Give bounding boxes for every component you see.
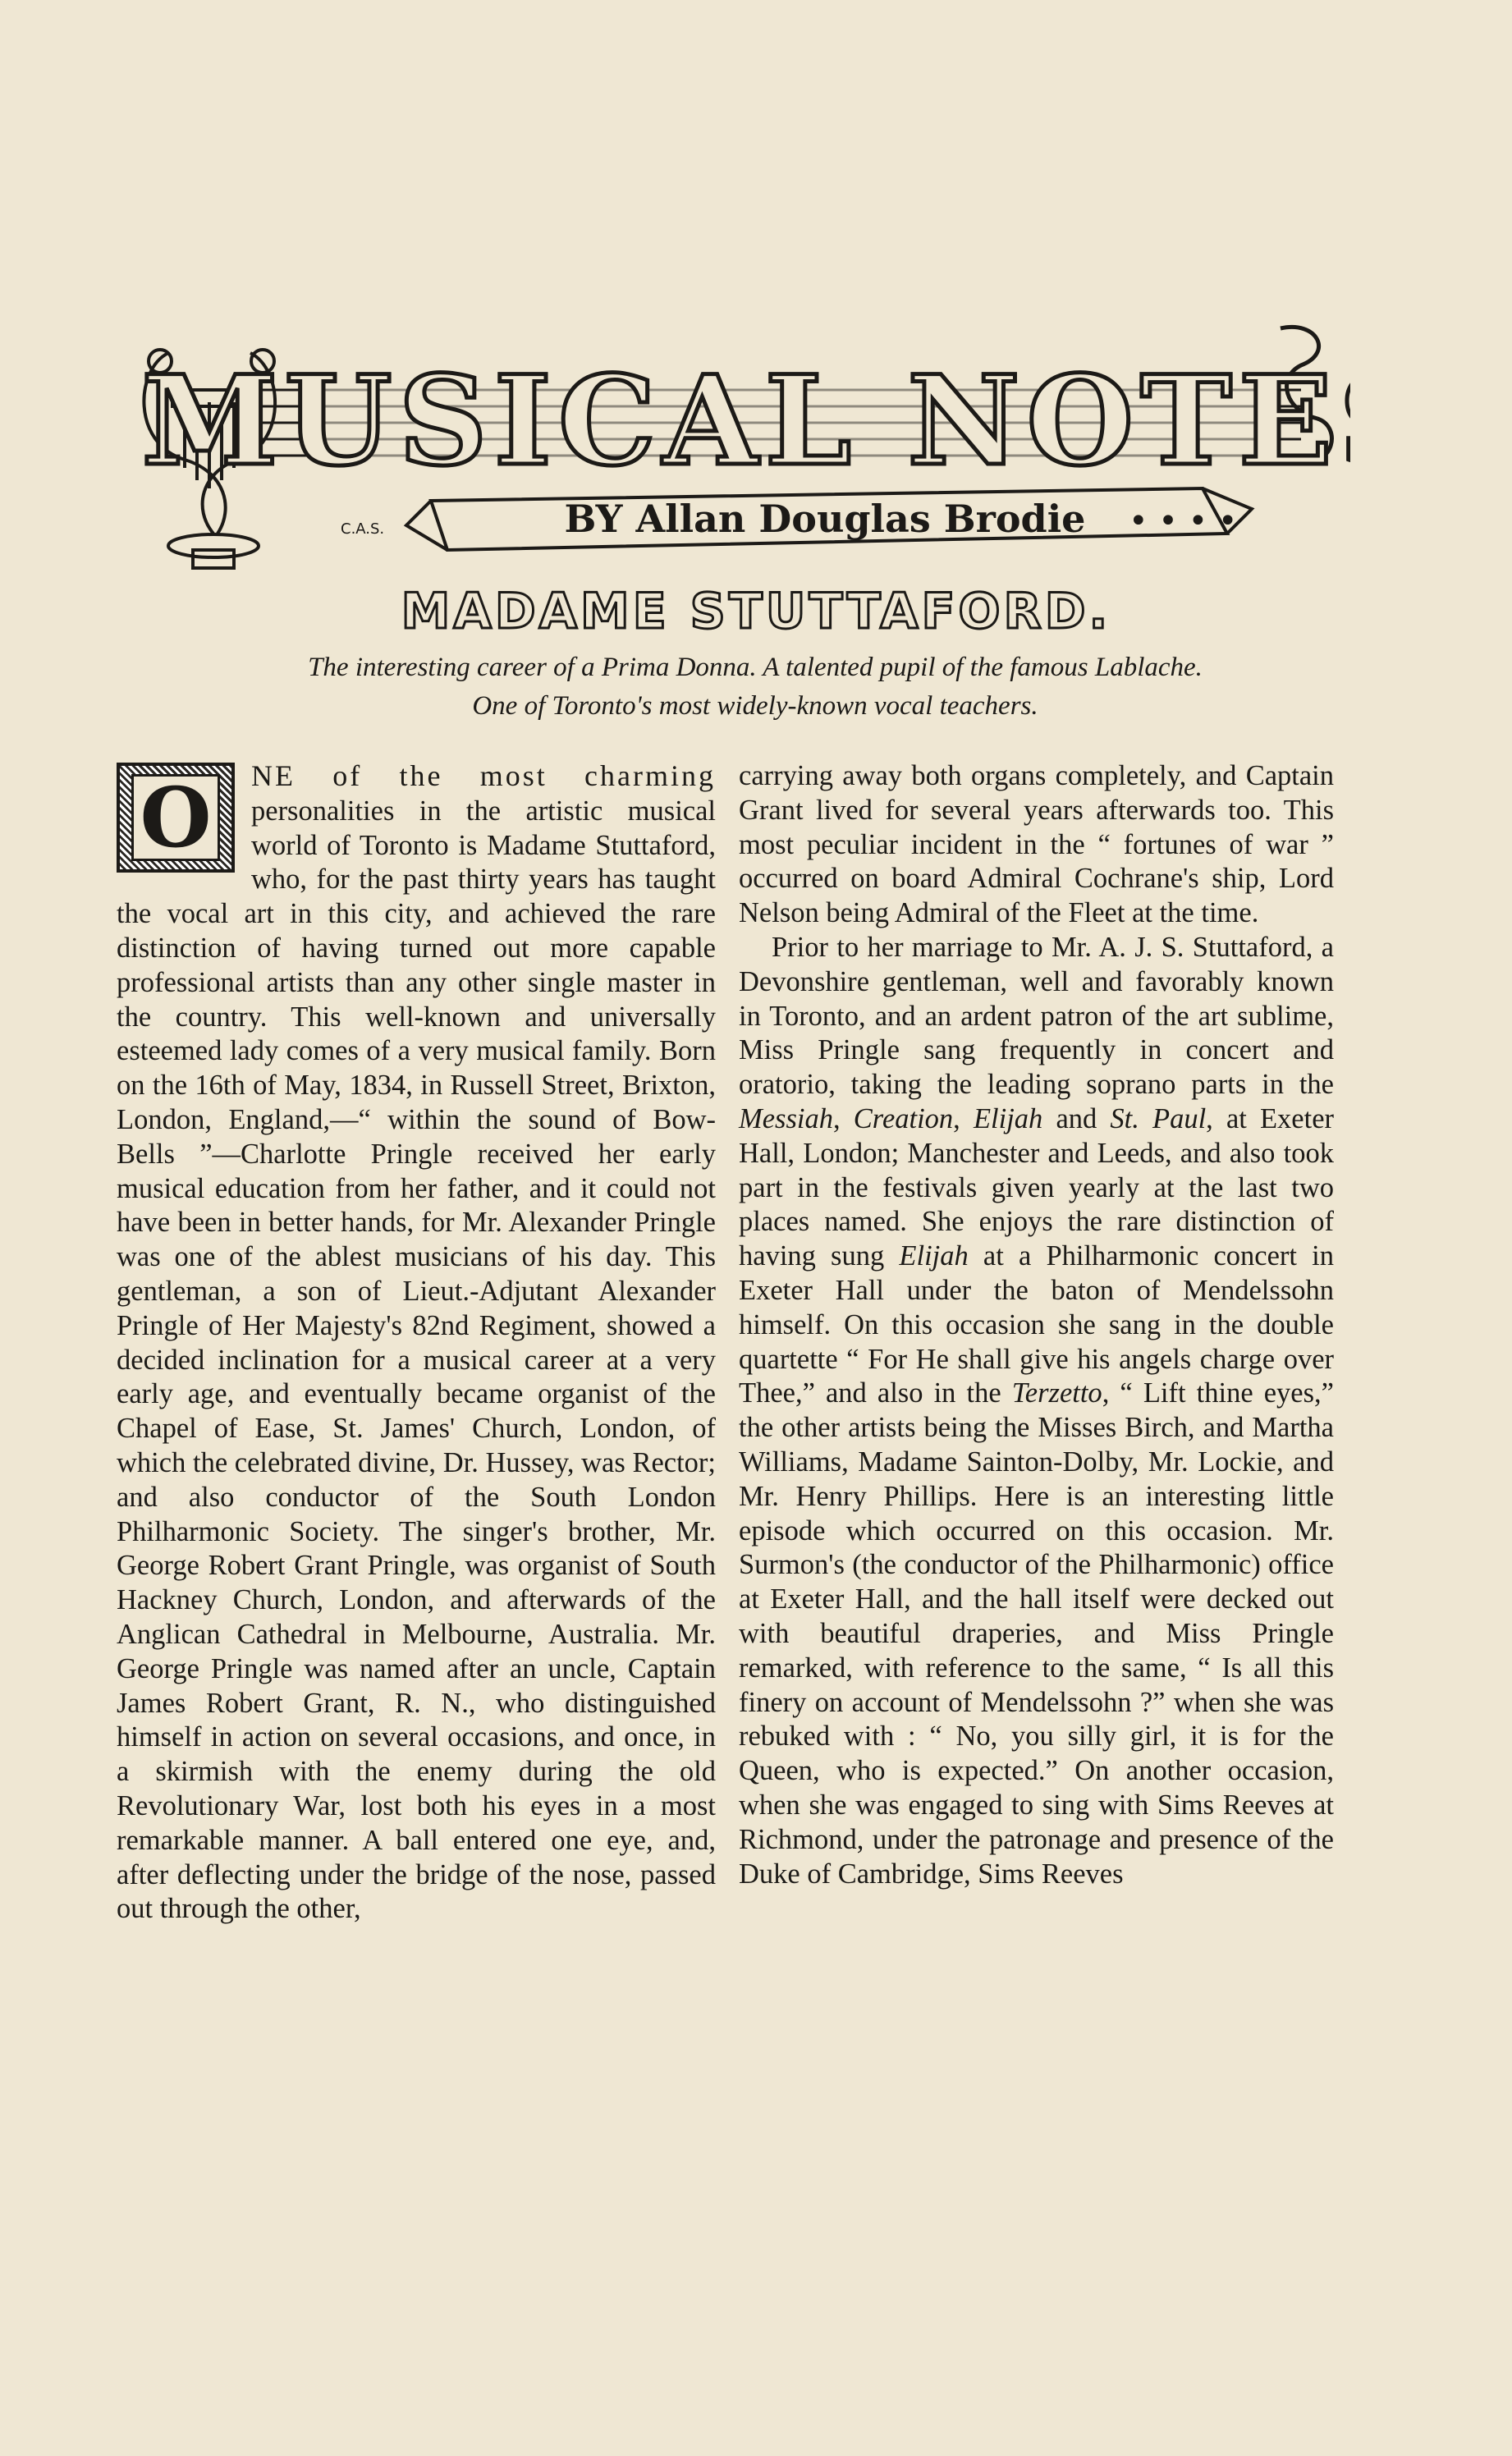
work-title: Messiah xyxy=(739,1102,833,1134)
masthead-banner xyxy=(135,304,1350,575)
text-run: , “ Lift thine eyes,” the other artists being the Misses Birch, and Martha Williams, Madame Sainton-Dolby, Mr. Lockie, and Mr. Henry Phillips. Here is an interesting little episode which occurred on this occasion. Mr. Surmon's (the conductor of the Philharmonic) office at Exeter Hall, and the hall itself were decked out with beautiful draperies, and Miss Pringle remarked, with reference to the same, “ Is all this finery on account of Mendelssohn ?” when she was rebuked with : “ No, you silly girl, it is for the Queen, who is expected.” On another occasion, when she was engaged to sing with Sims Reeves at Richmond, under the patronage and presence of the Duke of Cambridge, Sims Reeves xyxy=(739,1377,1334,1890)
text-run: and xyxy=(1042,1102,1111,1134)
text-run: , at Exeter Hall, London; Manchester and Leeds, and also took part in the festivals given yearly at the last two places named. She enjoys the rare distinction of having sung xyxy=(739,1102,1335,1272)
text-run: Prior to her marriage to Mr. A. J. S. Stuttaford, a Devonshire gentleman, well and favorably known in Toronto, and an ardent patron of the art sublime, Miss Pringle sang frequently in concert and oratorio, taking the leading soprano parts in the xyxy=(739,931,1334,1101)
drop-cap-letter: O xyxy=(131,774,220,861)
work-title: Elijah xyxy=(899,1240,969,1272)
paragraph-text: personalities in the artistic musical world of Toronto is Madame Stuttaford, who, for the past thirty years has taught the vocal art in this city, and achieved the rare distinction of having turned out more capable professional artists than any other single master in the country. This well-known and universally esteemed lady comes of a very musical family. Born on the 16th of May, 1834, in Russell Street, Brixton, London, England,—“ within the sound of Bow-Bells ”—Charlotte Pringle received her early musical education from her father, and it could not have been in better hands, for Mr. Alexander Pringle was one of the ablest musicians of his day. This gentleman, a son of Lieut.-Adjutant Alexander Pringle of Her Majesty's 82nd Regiment, showed a decided inclination for a musical career at a very early age, and eventually became organist of the Chapel of Ease, St. James' Church, London, of which the celebrated divine, Dr. Hussey, was Rector; and also conductor of the South London Philharmonic Society. The singer's brother, Mr. George Robert Grant Pringle, was organist of South Hackney Church, London, and afterwards of the Anglican Cathedral in Melbourne, Australia. Mr. George Pringle was named after an uncle, Captain James Robert Grant, R. N., who distinguished himself in action on several occasions, and once, in a skirmish with the enemy during the old Revolutionary War, lost both his eyes in a most remarkable manner. A ball entered one eye, and, after deflecting under the bridge of the nose, passed out through the other, xyxy=(117,795,716,1925)
work-title: Creation xyxy=(853,1102,954,1134)
subtitle-line-1: The interesting career of a Prima Donna. A talented pupil of the famous Lablache. xyxy=(308,653,1203,682)
paragraph: carrying away both organs completely, and Captain Grant lived for several years afterwards too. This most peculiar incident in the “ fortunes of war ” occurred on board Admiral Cochrane's ship, Lord Nelson being Admiral of the Fleet at the time. xyxy=(739,760,1334,929)
artist-initials: C.A.S. xyxy=(341,520,385,538)
work-title: Terzetto xyxy=(1011,1377,1102,1409)
lyre-banner-illustration xyxy=(135,304,1350,575)
text-run: at a Philharmonic concert in Exeter Hall under the baton of Mendelssohn himself. On this occasion she sang in the double quartette “ For He shall give his angels charge over Thee,” and also in the xyxy=(739,1240,1335,1409)
work-title: St. Paul xyxy=(1110,1102,1207,1134)
opening-words: NE of the most charming xyxy=(251,759,716,792)
article-title: MADAME STUTTAFORD. xyxy=(401,583,1111,640)
article-subtitle xyxy=(164,648,1346,726)
masthead-title: MUSICAL NOTES xyxy=(141,349,1350,493)
article-column-right xyxy=(739,759,1334,1891)
subtitle-line-2: One of Toronto's most widely-known vocal teachers. xyxy=(472,691,1038,721)
masthead-byline: BY Allan Douglas Brodie xyxy=(564,497,1086,541)
article-column-left xyxy=(117,759,716,1927)
paragraph xyxy=(117,759,716,1927)
ornamental-drop-cap xyxy=(117,763,235,873)
svg-text:• • • •: • • • • xyxy=(1129,502,1238,540)
work-title: Elijah xyxy=(973,1102,1043,1134)
paragraph: Prior to her marriage to Mr. A. J. S. Stuttaford, a Devonshire gentleman, well and favorably known in Toronto, and an ardent patron of the art sublime, Miss Pringle sang frequently in concert and oratorio, taking the leading soprano parts in the Messiah, Creation, Elijah and St. Paul, at Exeter Hall, London; Manchester and Leeds, and also took part in the festivals given yearly at the last two places named. She enjoys the rare distinction of having sung Elijah at a Philharmonic concert in Exeter Hall under the baton of Mendelssohn himself. On this occasion she sang in the double quartette “ For He shall give his angels charge over Thee,” and also in the Terzetto, “ Lift thine eyes,” the other artists being the Misses Birch, and Martha Williams, Madame Sainton-Dolby, Mr. Lockie, and Mr. Henry Phillips. Here is an interesting little episode which occurred on this occasion. Mr. Surmon's (the conductor of the Philharmonic) office at Exeter Hall, and the hall itself were decked out with beautiful draperies, and Miss Pringle remarked, with reference to the same, “ Is all this finery on account of Mendelssohn ?” when she was rebuked with : “ No, you silly girl, it is for the Queen, who is expected.” On another occasion, when she was engaged to sing with Sims Reeves at Richmond, under the patronage and presence of the Duke of Cambridge, Sims Reeves xyxy=(739,931,1335,1890)
